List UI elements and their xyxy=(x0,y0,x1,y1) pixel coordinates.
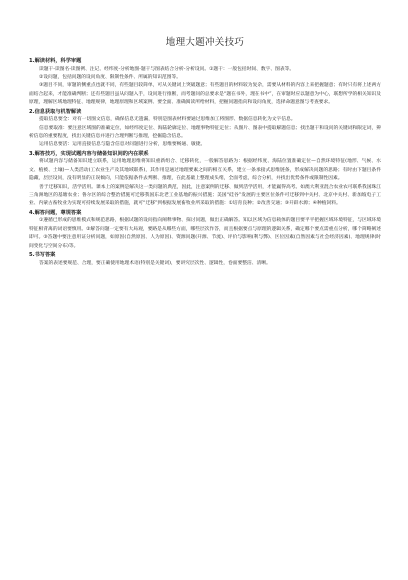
paragraph: 运用信息要活：运用直接信息与隐含信息对问题进行分析，思维要畅通、敏捷。 xyxy=(39,142,206,148)
paragraph: ③题目不同，审题的侧重点也就不同，有些题目较简单，可从关键词上突破题意；有些题目的材料较为复杂，需要从材料的内容上来把握题意；有时只有将上述两方面结合起来，才能准确判断；还有些题目虽从问题入手，设问进行推断，而考题问的总要求是“题在书外，理在书中”，在审题时应以题意为中心，联想所学的相关知识及原理，理解区域地理特征、地理规律，地理原理和区域案例、要全面、准确阅读所给材料，把握问题指向和设问角度，选择命题意图与考查要求。 xyxy=(29,83,381,106)
document-title: 地理大题冲关技巧 xyxy=(165,37,245,48)
section-heading-1: 1.解读材料，科学审题 xyxy=(29,58,82,64)
section-heading-3: 3.解答技巧，实现试题内容与储备知识间的内在联系 xyxy=(29,150,149,157)
section-heading-2: 2.信息获取与机智解读 xyxy=(29,108,82,115)
paragraph: ①遵循已形成的思维模式和规范思路，根据试题的设问指向阐释事物、探讨问题，做出正确解答。知以区域为信息载体的题目要平平把握区域环境特征，与区域环境特征相背离的词语要慎用。②解答问题一定要有大局观，要路是从哪些方面，哪些层次作答，而且根据要点与原理的逻辑关系，确定哪个要点需重点分析，哪个简略阐述即可。③答题中要注意用证分析问题，如原因(自然原因、人为原因)、资源问题(开源、节流)、评价与影响(利与弊)、区位因素(自然因素与社会经济因素)、地理规律(时间变化与空间分布)等。 xyxy=(29,218,381,249)
paragraph: 读题干-读图名-读图例、注记、经纬度-分析地图-题干与图表结合分析-分析设问。①题干：一般包括时间、数字、图表等。 xyxy=(39,66,295,72)
paragraph: ②设问题，包括问题的设问角度、限制性条件、所属的知识范围等。 xyxy=(39,75,182,80)
paragraph: 提取信息要全：对有一切图文信息，确保信息无遗漏，特别是图表材料要通过思维加工将图形、数据信息转化为文字信息。 xyxy=(39,117,296,123)
paragraph: 信息要取准：要注意区域图的准确定位，如经纬度定位、海陆轮廓定位、地理事物特征定位；从图片、图表中提取解题信息；找出题干和设问的关键词和限定词，辨析信息的重要程度，找出关键信息并进行合理判断与推理，挖掘隐含信息。 xyxy=(29,125,382,140)
paragraph: 善于迁移知识，活学活用。课本上的案例是解决这一类问题的典范，因此，注意案例的迁移、做到活学活用，才能赢得高考。如澳大利亚混合农业农可联系我国珠江三角洲地区的基塘农业；鲁尔区的综合整治措施可迁移我国东北老工业基地的振兴措施；美国“硅谷”发展的主要区位条件可迁移到中关村、北京中关村、新加坡电子工业、内蒙古畜牧业为实现可持续发展采取的措施，就可“迁移”到根据发展畜牧业所采取的措施：①培育良种；②改善交通；③开辟水源；④种植饲料。 xyxy=(29,184,382,207)
section-heading-4: 4.解答问题，尊规答案 xyxy=(29,209,82,216)
paragraph: 将试题内容与储备知识建立联系，运用地理思维将知识重新组合、迁移转化，一般解答思路为：根据经纬度、海陆位置准确定位—自然环境特征(地形、气候、水文、植被、土壤)—人类活动(工农业生产及其地域联系)，其作用是通过地理要素之间的相互关系，建立一条承接式思维链条，形成解决问题的思路；有时由下题目条件隐藏，层层设问，没有明显的正误倾向，只能依据条件去判断、推理，在此基础上整理成头绪，全面考虑，综合分析，并找出优势条件或限制性因素。 xyxy=(29,159,381,182)
section-heading-5: 5.书写答案 xyxy=(29,252,56,259)
paragraph: 答案的表述要规范、合理，要正确使用地理术语(特别是关键词)，要讲究层次性、逻辑性，卷面要整洁、清晰。 xyxy=(39,260,271,266)
